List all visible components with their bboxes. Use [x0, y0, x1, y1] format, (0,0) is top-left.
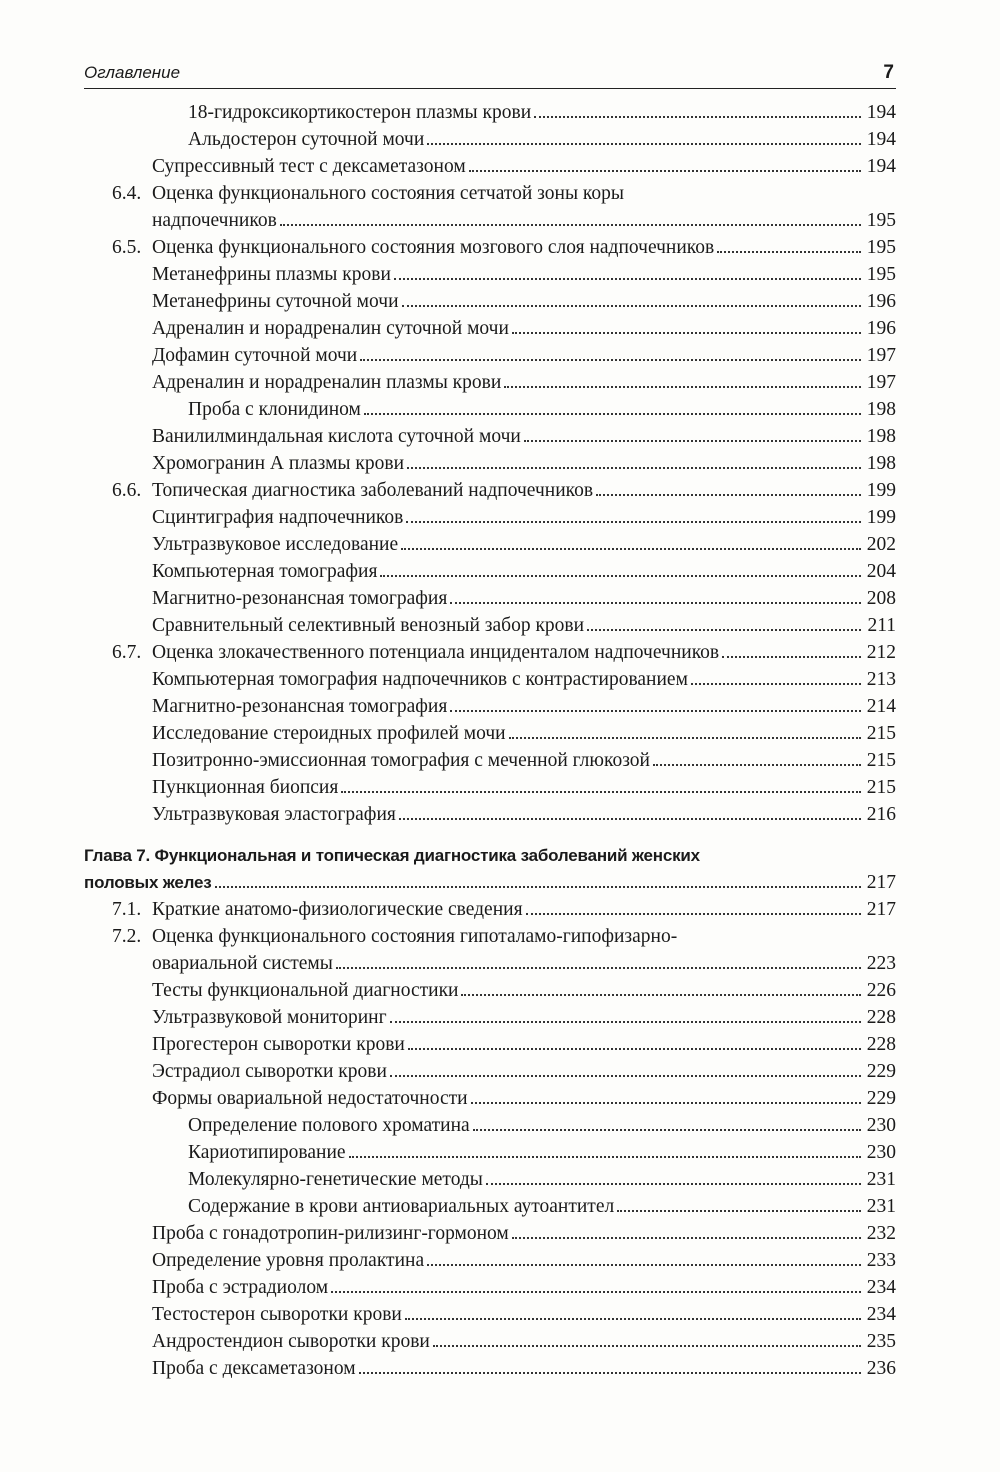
toc-entry-title: Формы овариальной недостаточности — [152, 1088, 468, 1109]
dot-leader — [390, 1075, 861, 1077]
toc-entry-title: Оценка функционального состояния мозгового слоя надпочечников — [152, 237, 715, 258]
toc-page-number: 197 — [866, 345, 896, 366]
dot-leader — [331, 1291, 861, 1293]
toc-page-number: 228 — [866, 1034, 896, 1055]
toc-entry — [84, 666, 896, 693]
dot-leader — [408, 1048, 861, 1050]
toc-line — [152, 801, 896, 828]
toc-line — [152, 720, 896, 747]
toc-entry-title: Сцинтиграфия надпочечников — [152, 507, 404, 528]
toc-entry — [84, 477, 896, 504]
toc-line — [152, 1058, 896, 1085]
toc-entry — [84, 153, 896, 180]
dot-leader — [473, 1129, 861, 1131]
toc-entry — [84, 585, 896, 612]
dot-leader — [280, 224, 861, 226]
dot-leader — [380, 575, 860, 577]
toc-entry — [84, 450, 896, 477]
toc-line — [152, 1247, 896, 1274]
toc-line — [152, 896, 896, 923]
toc-entry — [84, 1004, 896, 1031]
toc-entry — [84, 774, 896, 801]
toc-line — [84, 869, 896, 896]
dot-leader — [359, 1372, 861, 1374]
dot-leader — [486, 1183, 861, 1185]
toc-entry-title: Дофамин суточной мочи — [152, 345, 358, 366]
dot-leader — [336, 967, 861, 969]
toc-entry — [84, 261, 896, 288]
dot-leader — [349, 1156, 861, 1158]
toc-page-number: 197 — [866, 372, 896, 393]
toc-line — [152, 477, 896, 504]
toc-entry-title: Компьютерная томография надпочечников с контрастированием — [152, 669, 688, 690]
dot-leader — [534, 116, 861, 118]
toc-page-number: 198 — [866, 426, 896, 447]
toc-page-number: 195 — [866, 237, 896, 258]
toc-entry — [84, 423, 896, 450]
toc-page-number: 231 — [866, 1169, 896, 1190]
toc-entry-title: Кариотипирование — [188, 1142, 346, 1163]
toc-line — [152, 1031, 896, 1058]
dot-leader — [407, 467, 861, 469]
toc-entry-title: Ванилилминдальная кислота суточной мочи — [152, 426, 521, 447]
dot-leader — [427, 143, 860, 145]
toc-entry-title: Позитронно-эмиссионная томография с меченной глюкозой — [152, 750, 650, 771]
toc-entry — [84, 1139, 896, 1166]
toc-entry — [84, 801, 896, 828]
dot-leader — [341, 791, 860, 793]
toc-line — [152, 1220, 896, 1247]
toc-line — [152, 923, 896, 950]
toc-page-number: 212 — [866, 642, 896, 663]
dot-leader — [364, 413, 861, 415]
toc-entry-title: Определение уровня пролактина — [152, 1250, 425, 1271]
toc-line — [152, 207, 896, 234]
toc-entry — [84, 693, 896, 720]
toc-line — [188, 1139, 896, 1166]
toc-entry — [84, 1328, 896, 1355]
toc-entry-number: 6.5. — [112, 237, 142, 258]
toc-entry-title: Проба с дексаметазоном — [152, 1358, 356, 1379]
toc-entry — [84, 1112, 896, 1139]
toc-line — [152, 977, 896, 1004]
toc-page-number: 217 — [866, 872, 896, 893]
dot-leader — [524, 440, 861, 442]
toc-entry — [84, 1166, 896, 1193]
toc-entry-title: Эстрадиол сыворотки крови — [152, 1061, 387, 1082]
toc-entry — [84, 396, 896, 423]
toc-entry-title: Содержание в крови антиовариальных аутоантител — [188, 1196, 615, 1217]
toc-entry — [84, 1193, 896, 1220]
toc-line — [152, 261, 896, 288]
toc-page-number: 223 — [866, 953, 896, 974]
toc-entry-title: овариальной системы — [152, 953, 333, 974]
toc-entry-title: Топическая диагностика заболеваний надпочечников — [152, 480, 594, 501]
table-of-contents — [84, 99, 896, 1382]
dot-leader — [406, 521, 860, 523]
toc-page-number: 202 — [866, 534, 896, 555]
dot-leader — [390, 1021, 861, 1023]
toc-entry-title: Супрессивный тест с дексаметазоном — [152, 156, 466, 177]
toc-entry-title: Ультразвуковая эластография — [152, 804, 396, 825]
toc-page-number: 233 — [866, 1250, 896, 1271]
toc-page-number: 230 — [866, 1115, 896, 1136]
dot-leader — [401, 548, 861, 550]
toc-page-number: 213 — [866, 669, 896, 690]
toc-line — [152, 1004, 896, 1031]
dot-leader — [427, 1264, 861, 1266]
dot-leader — [717, 251, 861, 253]
toc-line — [152, 288, 896, 315]
dot-leader — [504, 386, 860, 388]
toc-entry — [84, 1085, 896, 1112]
toc-entry-title: Оценка функционального состояния гипоталамо-гипофизарно- — [152, 926, 678, 947]
dot-leader — [653, 764, 861, 766]
toc-entry-title: Молекулярно-генетические методы — [188, 1169, 483, 1190]
toc-entry-title: Прогестерон сыворотки крови — [152, 1034, 405, 1055]
toc-line — [84, 842, 896, 869]
toc-page-number: 198 — [866, 453, 896, 474]
toc-page-number: 194 — [866, 156, 896, 177]
toc-entry — [84, 369, 896, 396]
toc-page-number: 229 — [866, 1088, 896, 1109]
toc-line — [152, 1301, 896, 1328]
toc-line — [152, 639, 896, 666]
toc-entry — [84, 504, 896, 531]
toc-page-number: 195 — [866, 210, 896, 231]
toc-line — [152, 774, 896, 801]
toc-entry-title: Метанефрины суточной мочи — [152, 291, 399, 312]
toc-page-number: 194 — [866, 102, 896, 123]
toc-entry-title: Определение полового хроматина — [188, 1115, 470, 1136]
toc-chapter — [84, 842, 896, 896]
running-head-title: Оглавление — [84, 63, 181, 82]
toc-entry-title: Глава 7. Функциональная и топическая диагностика заболеваний женских — [84, 846, 700, 865]
toc-line — [152, 585, 896, 612]
toc-page-number: 215 — [866, 723, 896, 744]
toc-line — [188, 396, 896, 423]
toc-line — [152, 504, 896, 531]
toc-entry-title: Проба с гонадотропин-рилизинг-гормоном — [152, 1223, 509, 1244]
dot-leader — [402, 305, 861, 307]
dot-leader — [360, 359, 861, 361]
toc-line — [152, 342, 896, 369]
toc-entry-title: Исследование стероидных профилей мочи — [152, 723, 506, 744]
toc-page-number: 215 — [866, 750, 896, 771]
dot-leader — [512, 1237, 861, 1239]
toc-entry-title: Оценка функционального состояния сетчатой зоны коры — [152, 183, 625, 204]
toc-entry-title: Ультразвуковой мониторинг — [152, 1007, 387, 1028]
dot-leader — [526, 913, 861, 915]
toc-page-number: 199 — [866, 480, 896, 501]
toc-line — [152, 153, 896, 180]
toc-entry-number: 7.1. — [112, 899, 142, 920]
toc-page-number: 195 — [866, 264, 896, 285]
toc-entry-title: Альдостерон суточной мочи — [188, 129, 425, 150]
dot-leader — [450, 710, 860, 712]
dot-leader — [450, 602, 860, 604]
toc-entry — [84, 639, 896, 666]
running-head — [84, 58, 896, 89]
toc-entry — [84, 1274, 896, 1301]
toc-entry-title: Компьютерная томография — [152, 561, 378, 582]
toc-line — [152, 180, 896, 207]
toc-page-number: 208 — [866, 588, 896, 609]
toc-entry-title: Магнитно-резонансная томография — [152, 696, 448, 717]
toc-entry-title: Адреналин и норадреналин плазмы крови — [152, 372, 502, 393]
toc-entry — [84, 234, 896, 261]
toc-page-number: 194 — [866, 129, 896, 150]
toc-line — [152, 950, 896, 977]
toc-entry-number: 6.6. — [112, 480, 142, 501]
toc-entry-title: Краткие анатомо-физиологические сведения — [152, 899, 523, 920]
toc-line — [188, 126, 896, 153]
toc-entry-title: Тестостерон сыворотки крови — [152, 1304, 402, 1325]
toc-page-number: 196 — [866, 291, 896, 312]
toc-page-number: 216 — [866, 804, 896, 825]
dot-leader — [512, 332, 861, 334]
toc-entry — [84, 896, 896, 923]
dot-leader — [617, 1210, 861, 1212]
toc-entry — [84, 531, 896, 558]
toc-line — [152, 666, 896, 693]
toc-entry-number: 7.2. — [112, 926, 142, 947]
toc-line — [152, 558, 896, 585]
dot-leader — [587, 629, 861, 631]
dot-leader — [471, 1102, 861, 1104]
toc-page-number: 198 — [866, 399, 896, 420]
toc-entry — [84, 747, 896, 774]
toc-page-number: 226 — [866, 980, 896, 1001]
toc-page-number: 229 — [866, 1061, 896, 1082]
toc-entry-title: Адреналин и норадреналин суточной мочи — [152, 318, 509, 339]
toc-entry-title: Ультразвуковое исследование — [152, 534, 399, 555]
dot-leader — [433, 1345, 861, 1347]
toc-entry — [84, 99, 896, 126]
dot-leader — [469, 170, 861, 172]
toc-entry-title: надпочечников — [152, 210, 277, 231]
toc-page-number: 235 — [866, 1331, 896, 1352]
dot-leader — [215, 886, 861, 888]
toc-entry-title: Проба с клонидином — [188, 399, 361, 420]
toc-entry — [84, 720, 896, 747]
toc-line — [188, 99, 896, 126]
toc-entry — [84, 126, 896, 153]
toc-entry-title: Оценка злокачественного потенциала инциденталом надпочечников — [152, 642, 720, 663]
toc-entry — [84, 923, 896, 977]
toc-page-number: 232 — [866, 1223, 896, 1244]
toc-page-number: 214 — [866, 696, 896, 717]
toc-entry — [84, 1058, 896, 1085]
dot-leader — [405, 1318, 861, 1320]
toc-entry-title: половых желез — [84, 873, 212, 892]
toc-entry — [84, 1031, 896, 1058]
toc-entry-title: Хромогранин А плазмы крови — [152, 453, 405, 474]
toc-page-number: 215 — [866, 777, 896, 798]
toc-page-number: 234 — [866, 1304, 896, 1325]
toc-line — [152, 612, 896, 639]
dot-leader — [691, 683, 861, 685]
toc-entry-title: Тесты функциональной диагностики — [152, 980, 459, 1001]
toc-line — [152, 369, 896, 396]
toc-entry — [84, 342, 896, 369]
toc-entry — [84, 180, 896, 234]
toc-entry-number: 6.7. — [112, 642, 142, 663]
toc-line — [152, 234, 896, 261]
toc-line — [152, 747, 896, 774]
toc-page-number: 236 — [866, 1358, 896, 1379]
toc-line — [188, 1112, 896, 1139]
dot-leader — [596, 494, 861, 496]
toc-line — [152, 450, 896, 477]
toc-page-number: 234 — [866, 1277, 896, 1298]
toc-page-number: 217 — [866, 899, 896, 920]
toc-entry-title: Проба с эстрадиолом — [152, 1277, 329, 1298]
toc-entry-number: 6.4. — [112, 183, 142, 204]
toc-entry-title: Сравнительный селективный венозный забор крови — [152, 615, 585, 636]
toc-page-number: 199 — [866, 507, 896, 528]
toc-page-number: 231 — [866, 1196, 896, 1217]
toc-entry — [84, 977, 896, 1004]
dot-leader — [722, 656, 861, 658]
toc-entry-title: 18-гидроксикортикостерон плазмы крови — [188, 102, 532, 123]
toc-page-number: 204 — [866, 561, 896, 582]
toc-entry — [84, 1220, 896, 1247]
toc-entry — [84, 1301, 896, 1328]
toc-entry-title: Андростендион сыворотки крови — [152, 1331, 430, 1352]
dot-leader — [461, 994, 860, 996]
toc-line — [152, 1328, 896, 1355]
toc-line — [152, 693, 896, 720]
toc-line — [152, 1274, 896, 1301]
toc-line — [188, 1193, 896, 1220]
toc-page-number: 228 — [866, 1007, 896, 1028]
toc-line — [152, 1085, 896, 1112]
toc-line — [152, 531, 896, 558]
dot-leader — [509, 737, 861, 739]
toc-page-number: 211 — [867, 615, 896, 636]
toc-entry — [84, 558, 896, 585]
toc-entry-title: Пункционная биопсия — [152, 777, 339, 798]
toc-entry — [84, 1247, 896, 1274]
toc-entry-title: Магнитно-резонансная томография — [152, 588, 448, 609]
toc-line — [152, 315, 896, 342]
dot-leader — [394, 278, 861, 280]
dot-leader — [399, 818, 861, 820]
toc-page-number: 196 — [866, 318, 896, 339]
toc-page-number: 230 — [866, 1142, 896, 1163]
toc-entry-title: Метанефрины плазмы крови — [152, 264, 391, 285]
toc-line — [188, 1166, 896, 1193]
toc-entry — [84, 612, 896, 639]
toc-line — [152, 423, 896, 450]
toc-entry — [84, 288, 896, 315]
page-number: 7 — [883, 62, 894, 83]
toc-line — [152, 1355, 896, 1382]
toc-entry — [84, 315, 896, 342]
toc-entry — [84, 1355, 896, 1382]
